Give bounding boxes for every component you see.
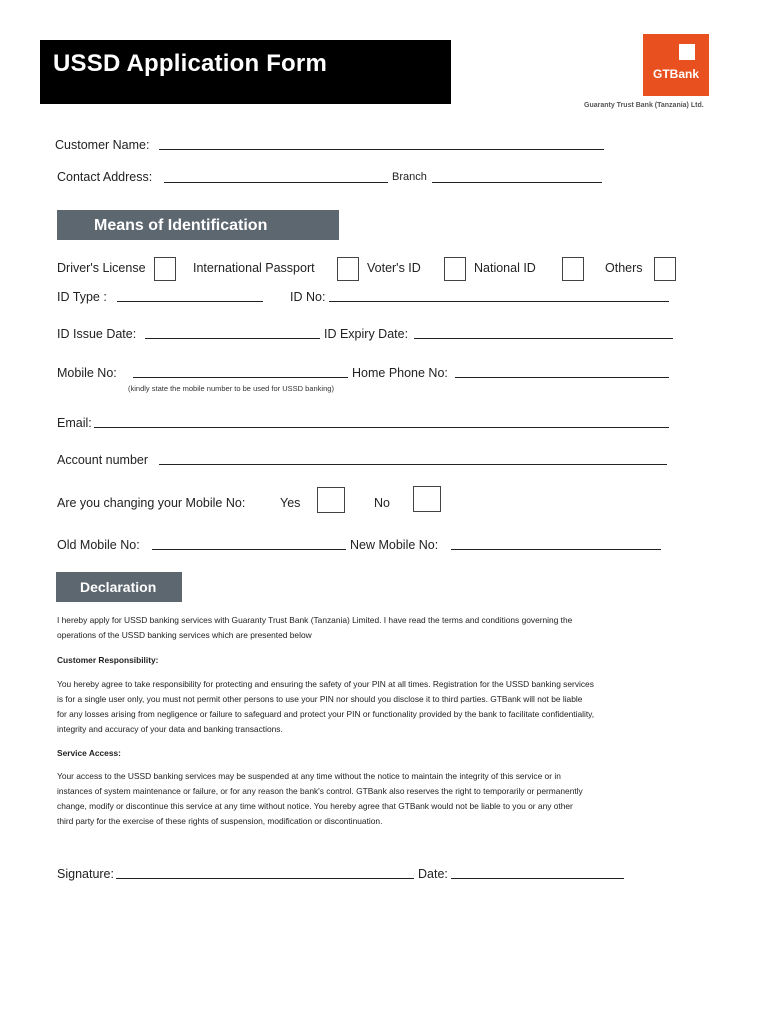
mobile-no-field[interactable] [133,377,348,378]
drivers-license-checkbox[interactable] [154,257,176,281]
service-access-text [57,769,677,829]
means-of-identification-heading [57,210,339,240]
yes-label: Yes [280,496,301,510]
responsibility-line: integrity and accuracy of your data and banking transactions. [57,724,283,734]
option-others-label: Others [605,261,643,275]
others-checkbox[interactable] [654,257,676,281]
access-line: instances of system maintenance or failure, or for any reason the bank's control. GTBank also reserves the right to temporarily or permanently [57,786,583,796]
email-label: Email: [57,416,92,430]
customer-responsibility-text [57,677,677,737]
logo-square-icon [679,44,695,60]
contact-address-field[interactable] [164,182,388,183]
id-type-field[interactable] [117,301,263,302]
mobile-no-note: (kindly state the mobile number to be used for USSD banking) [128,384,334,393]
declaration-intro [57,613,677,643]
old-mobile-field[interactable] [152,549,346,550]
access-line: Your access to the USSD banking services may be suspended at any time without the notice to maintain the integrity of this service or in [57,771,561,781]
branch-field[interactable] [432,182,602,183]
customer-responsibility-heading: Customer Responsibility: [57,655,159,665]
customer-name-label: Customer Name: [55,138,150,152]
no-checkbox[interactable] [413,486,441,512]
branch-label: Branch [392,171,427,183]
account-number-field[interactable] [159,464,667,465]
date-field[interactable] [451,878,624,879]
mobile-no-label: Mobile No: [57,366,117,380]
gtbank-logo [643,34,709,96]
access-line: change, modify or discontinue this service at any time without notice. You hereby agree that GTBank would not be liable to you or any other [57,801,573,811]
customer-name-field[interactable] [159,149,604,150]
id-expiry-date-field[interactable] [414,338,673,339]
date-label: Date: [418,867,448,881]
declaration-heading-text: Declaration [80,579,157,595]
home-phone-label: Home Phone No: [352,366,448,380]
id-type-label: ID Type : [57,290,107,304]
id-expiry-date-label: ID Expiry Date: [324,327,409,341]
declaration-intro-line: I hereby apply for USSD banking services with Guaranty Trust Bank (Tanzania) Limited. I have read the terms and conditions governing the [57,615,573,625]
access-line: third party for the exercise of these rights of suspension, modification or discontinuation. [57,816,383,826]
responsibility-line: for any losses arising from negligence or failure to safeguard and protect your PIN or functionality provided by the bank to facilitate confidentiality, [57,709,595,719]
form-title: USSD Application Form [53,50,327,77]
declaration-heading [56,572,182,602]
logo-subtitle: Guaranty Trust Bank (Tanzania) Ltd. [584,102,704,109]
service-access-heading: Service Access: [57,748,121,758]
logo-text: GTBank [652,67,699,81]
means-of-identification-heading-text: Means of Identification [94,217,268,234]
id-no-label: ID No: [290,290,326,304]
no-label: No [374,496,390,510]
option-national-id-label: National ID [474,261,536,275]
account-number-label: Account number [57,453,149,467]
responsibility-line: is for a single user only, you must not permit other persons to use your PIN nor should you disclose it to third parties. GTBank will not be liable [57,694,583,704]
new-mobile-field[interactable] [451,549,661,550]
yes-checkbox[interactable] [317,487,345,513]
voters-id-checkbox[interactable] [444,257,466,281]
signature-label: Signature: [57,867,114,881]
international-passport-checkbox[interactable] [337,257,359,281]
national-id-checkbox[interactable] [562,257,584,281]
option-voters-id-label: Voter's ID [367,261,421,275]
contact-address-label: Contact Address: [57,170,153,184]
old-mobile-label: Old Mobile No: [57,538,140,552]
changing-mobile-label: Are you changing your Mobile No: [57,496,246,510]
responsibility-line: You hereby agree to take responsibility for protecting and ensuring the safety of your PIN at all times. Registration for the USSD banking services [57,679,594,689]
id-issue-date-label: ID Issue Date: [57,327,137,341]
home-phone-field[interactable] [455,377,669,378]
new-mobile-label: New Mobile No: [350,538,439,552]
option-drivers-license-label: Driver's License [57,261,146,275]
id-no-field[interactable] [329,301,669,302]
declaration-intro-line: operations of the USSD banking services which are presented below [57,630,312,640]
signature-field[interactable] [116,878,414,879]
option-international-passport-label: International Passport [193,261,315,275]
form-title-banner [40,40,451,104]
email-field[interactable] [94,427,669,428]
id-issue-date-field[interactable] [145,338,320,339]
